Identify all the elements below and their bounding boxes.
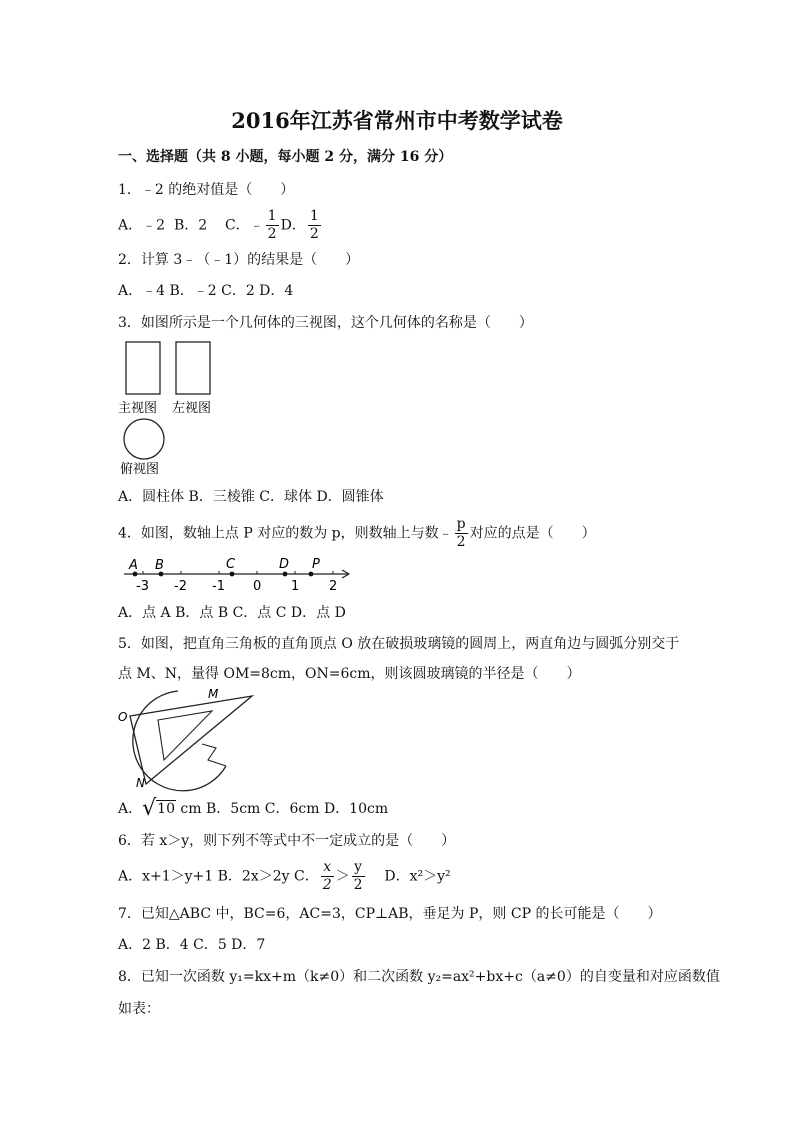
broken-edge <box>202 744 226 766</box>
circle-arc <box>133 691 226 791</box>
top-view-label: 俯视图 <box>120 462 160 477</box>
q5-options: A．√10 cm B．5cm C．6cm D．10cm <box>118 796 389 821</box>
q6-fraction-x: $\frac{x}{2}$ <box>322 859 332 893</box>
point-c <box>230 572 235 577</box>
q1-opt-c: C．﹣ <box>224 217 264 234</box>
q2-options: A．﹣4 B．﹣2 C．2 D．4 <box>118 283 294 299</box>
q5-broken-mirror-figure <box>116 686 266 794</box>
label-n: N <box>136 776 145 790</box>
q5-stem-line1: 5．如图，把直角三角板的直角顶点 O 放在破损玻璃镜的圆周上，两直角边与圆弧分别交于 <box>118 636 680 652</box>
q6-stem: 6．若 x＞y，则下列不等式中不一定成立的是（ ） <box>118 833 456 849</box>
point-c-label: C <box>226 557 236 572</box>
q1-fraction-c: $\frac{1}{2}$ <box>267 208 277 242</box>
point-b-label: B <box>155 558 164 573</box>
q1-stem: 1．﹣2 的绝对值是（ ） <box>118 182 295 198</box>
q8-stem-line2: 如表： <box>118 1001 160 1017</box>
q1-opt-b: B．2 <box>173 217 208 234</box>
front-view-rect <box>126 342 160 394</box>
q3-stem: 3．如图所示是一个几何体的三视图，这个几何体的名称是（ ） <box>118 315 533 331</box>
q4-stem: 4．如图，数轴上点 P 对应的数为 p，则数轴上与数﹣ $\frac{p}{2}$ 对应的点是（ ） <box>118 516 596 550</box>
q1-opt-d: D． <box>280 217 306 234</box>
q5-radicand: 10 <box>157 801 175 817</box>
point-p-label: P <box>312 557 320 572</box>
triangle-outer <box>130 696 252 784</box>
label-o: O <box>118 710 128 724</box>
q5-stem-line2: 点 M、N，量得 OM=8cm，ON=6cm，则该圆玻璃镜的半径是（ ） <box>118 666 581 682</box>
q4-fraction: $\frac{p}{2}$ <box>456 516 466 550</box>
q8-stem-line1: 8．已知一次函数 y₁=kx+m（k≠0）和二次函数 y₂=ax²+bx+c（a≠0）的自变量和对应函数值 <box>118 969 720 985</box>
q1-options <box>118 208 323 243</box>
q6-options: A．x+1＞y+1 B．2x＞2y C． $\frac{x}{2}$ ＞ $\frac{y}{2}$ D．x²＞y² <box>118 859 451 893</box>
section-heading: 一、选择题（共 8 小题，每小题 2 分，满分 16 分） <box>118 149 453 165</box>
tick-label: 1 <box>291 579 300 594</box>
tick-label: -3 <box>136 579 149 594</box>
point-d-label: D <box>279 557 290 572</box>
sqrt-sign: √ <box>142 796 157 821</box>
tick-label: -1 <box>212 579 225 594</box>
label-m: M <box>208 687 219 701</box>
point-p <box>309 572 314 577</box>
tick-label: 0 <box>253 579 262 594</box>
q7-options: A．2 B．4 C．5 D．7 <box>118 937 266 953</box>
point-a-label: A <box>129 558 138 573</box>
front-view-label: 主视图 <box>118 401 158 416</box>
q2-stem: 2．计算 3﹣（﹣1）的结果是（ ） <box>118 252 360 268</box>
left-view-rect <box>176 342 210 394</box>
tick-label: 2 <box>329 579 338 594</box>
q4-options: A．点 A B．点 B C．点 C D．点 D <box>118 605 346 621</box>
q4-number-line <box>118 552 358 594</box>
q7-stem: 7．已知△ABC 中，BC=6，AC=3，CP⊥AB，垂足为 P，则 CP 的长可能是（ ） <box>118 906 662 922</box>
q6-fraction-y: $\frac{y}{2}$ <box>353 859 363 893</box>
q3-options: A．圆柱体 B．三棱锥 C．球体 D．圆锥体 <box>118 489 384 505</box>
q1-opt-a: A．﹣2 <box>118 217 166 234</box>
q3-three-view-figure <box>118 338 228 478</box>
point-d <box>283 572 288 577</box>
tick-label: -2 <box>174 579 187 594</box>
left-view-label: 左视图 <box>172 401 212 416</box>
top-view-circle <box>124 419 164 459</box>
page-title: 2016年江苏省常州市中考数学试卷 <box>231 108 563 133</box>
q1-fraction-d: $\frac{1}{2}$ <box>309 208 319 242</box>
